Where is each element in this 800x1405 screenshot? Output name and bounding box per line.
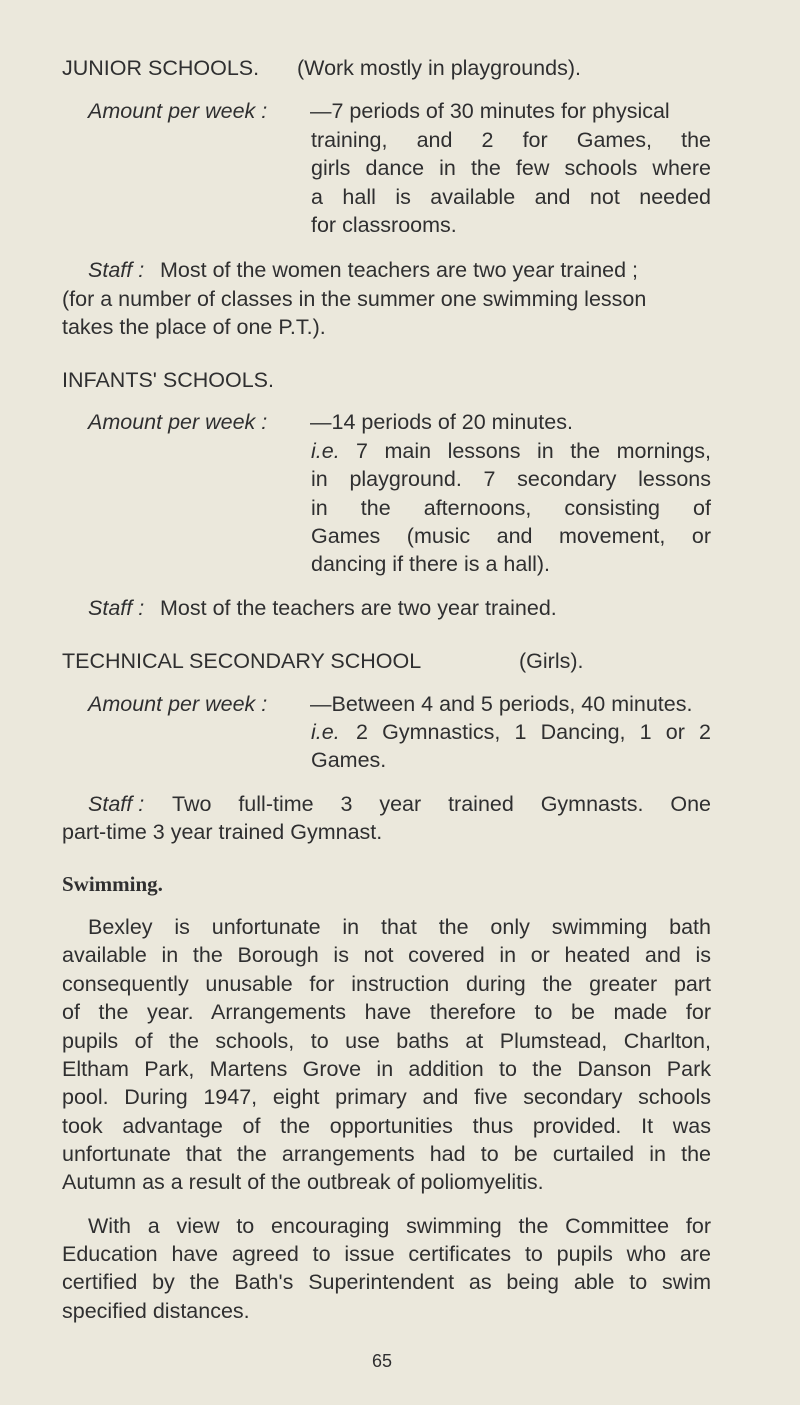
junior-amount-line-4: a hall is available and not needed [311, 185, 711, 209]
infants-amount-line-3: in playground. 7 secondary lessons [311, 467, 711, 491]
junior-staff-line-2: (for a number of classes in the summer one swimming lesson [62, 287, 647, 311]
swimming-para1-line-6: Eltham Park, Martens Grove in addition to the Danson Park [62, 1057, 711, 1081]
junior-amount-line-1: —7 periods of 30 minutes for physical [310, 99, 670, 123]
swimming-para1-line-9: unfortunate that the arrangements had to be curtailed in the [62, 1142, 711, 1166]
technical-amount-line-1: —Between 4 and 5 periods, 40 minutes. [310, 692, 693, 716]
infants-amount-line-2: 7 main lessons in the mornings, [356, 439, 711, 463]
junior-staff-line-1: Most of the women teachers are two year trained ; [160, 258, 639, 282]
technical-amount-label: Amount per week : [88, 692, 268, 716]
infants-staff-label: Staff : [88, 596, 145, 620]
infants-amount-label: Amount per week : [88, 410, 268, 434]
swimming-heading: Swimming. [62, 872, 163, 896]
junior-amount-line-2: training, and 2 for Games, the [311, 128, 711, 152]
infants-amount-line-1: —14 periods of 20 minutes. [310, 410, 573, 434]
technical-staff-label: Staff : [88, 792, 145, 816]
swimming-para1-line-1: Bexley is unfortunate in that the only swimming bath [88, 915, 711, 939]
technical-heading: TECHNICAL SECONDARY SCHOOL [62, 649, 422, 673]
junior-heading-note: (Work mostly in playgrounds). [297, 56, 581, 80]
technical-ie: i.e. [311, 720, 340, 744]
swimming-para1-line-10: Autumn as a result of the outbreak of poliomyelitis. [62, 1170, 544, 1194]
infants-heading: INFANTS' SCHOOLS. [62, 368, 274, 392]
swimming-para2-line-1: With a view to encouraging swimming the Committee for [88, 1214, 711, 1238]
swimming-para1-line-5: pupils of the schools, to use baths at Plumstead, Charlton, [62, 1029, 711, 1053]
infants-ie: i.e. [311, 439, 340, 463]
page-number: 65 [372, 1351, 393, 1371]
junior-amount-line-5: for classrooms. [311, 213, 457, 237]
swimming-para1-line-4: of the year. Arrangements have therefore to be made for [62, 1000, 711, 1024]
infants-amount-line-6: dancing if there is a hall). [311, 552, 551, 576]
junior-staff-line-3: takes the place of one P.T.). [62, 315, 326, 339]
junior-heading [62, 54, 259, 82]
junior-amount-line-3: girls dance in the few schools where [311, 156, 711, 180]
swimming-para1-line-2: available in the Borough is not covered in or heated and is [62, 943, 711, 967]
swimming-para2-line-2: Education have agreed to issue certificates to pupils who are [62, 1242, 711, 1266]
technical-heading-note: (Girls). [519, 649, 584, 673]
infants-amount-line-4: in the afternoons, consisting of [311, 496, 711, 520]
swimming-para2-line-3: certified by the Bath's Superintendent as being able to swim [62, 1270, 711, 1294]
technical-amount-line-3: Games. [311, 748, 387, 772]
technical-staff-line-1: Two full-time 3 year trained Gymnasts. One [172, 792, 711, 816]
swimming-para2-line-4: specified distances. [62, 1299, 250, 1323]
technical-staff-line-2: part-time 3 year trained Gymnast. [62, 820, 383, 844]
infants-staff-text: Most of the teachers are two year trained. [160, 596, 557, 620]
swimming-para1-line-7: pool. During 1947, eight primary and five secondary schools [62, 1085, 711, 1109]
junior-heading-text: JUNIOR SCHOOLS. [62, 56, 260, 80]
junior-amount-label: Amount per week : [88, 99, 268, 123]
swimming-para1-line-8: took advantage of the opportunities thus provided. It was [62, 1114, 711, 1138]
junior-staff-label: Staff : [88, 258, 145, 282]
technical-amount-line-2: 2 Gymnastics, 1 Dancing, 1 or 2 [356, 720, 711, 744]
infants-amount-line-5: Games (music and movement, or [311, 524, 711, 548]
swimming-para1-line-3: consequently unusable for instruction during the greater part [62, 972, 711, 996]
